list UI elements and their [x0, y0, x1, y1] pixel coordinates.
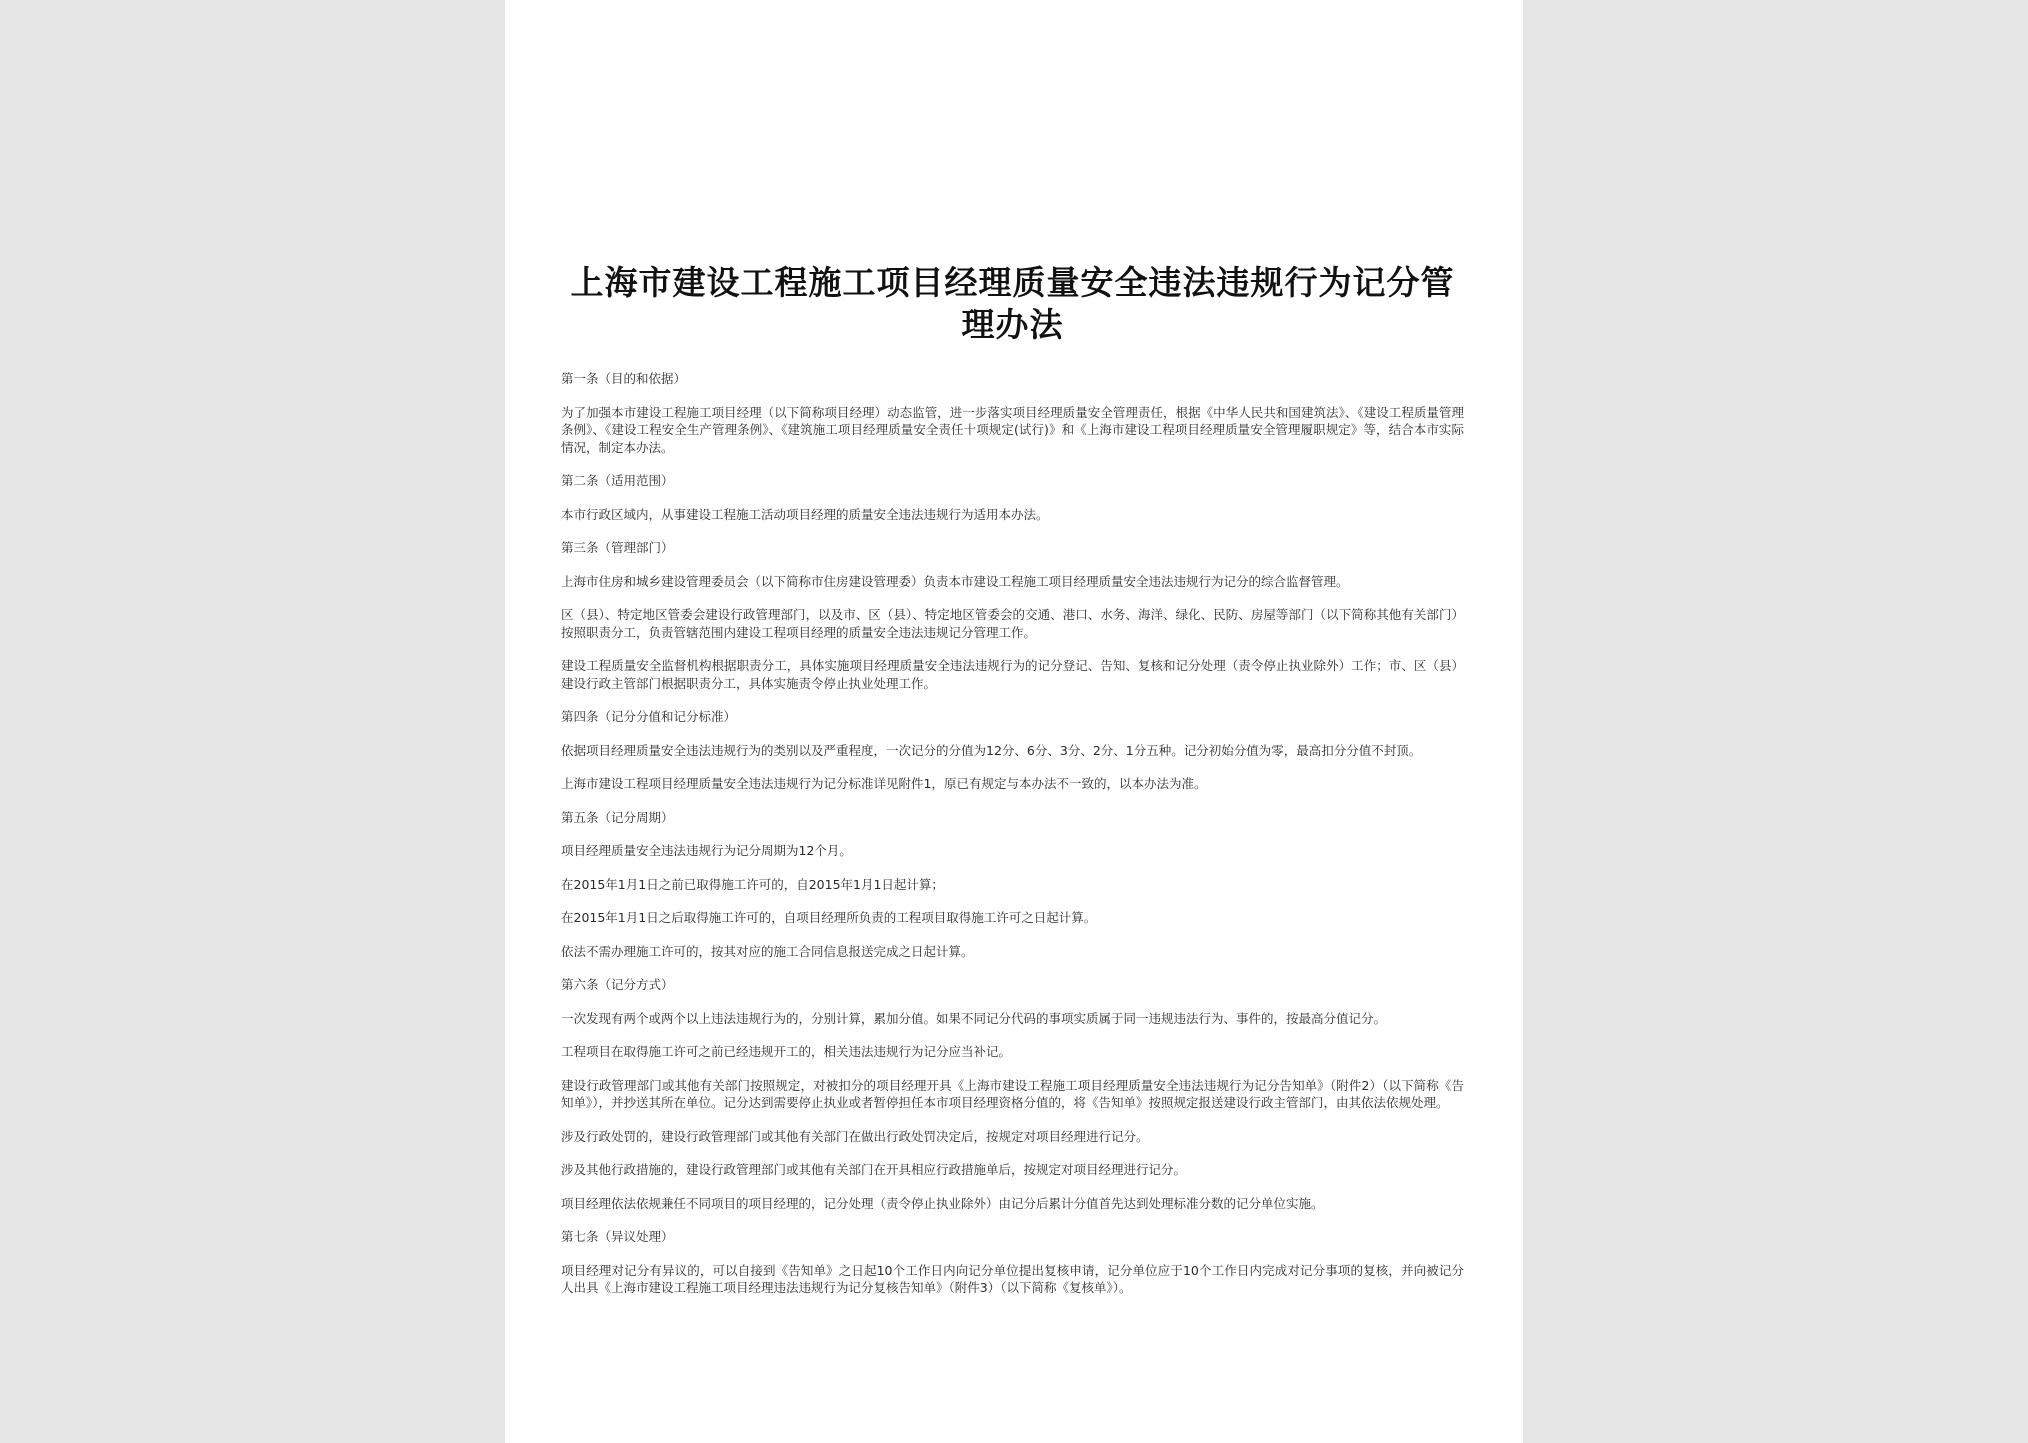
paragraph: 在2015年1月1日之前已取得施工许可的，自2015年1月1日起计算； [561, 876, 944, 892]
document-page [505, 0, 1523, 1443]
document-title: 上海市建设工程施工项目经理质量安全违法违规行为记分管理办法 [570, 263, 1455, 344]
article-heading: 第一条（目的和依据） [561, 371, 687, 386]
paragraph: 项目经理质量安全违法违规行为记分周期为12个月。 [561, 843, 852, 858]
paragraph: 工程项目在取得施工许可之前已经违规开工的，相关违法违规行为记分应当补记。 [561, 1044, 1012, 1059]
article-heading: 第三条（管理部门） [561, 540, 674, 555]
paragraph: 一次发现有两个或两个以上违法违规行为的，分别计算，累加分值。如果不同记分代码的事项实质属于同一违规违法行为、事件的，按最高分值记分。 [561, 1010, 1387, 1026]
paragraph: 涉及其他行政措施的，建设行政管理部门或其他有关部门在开具相应行政措施单后，按规定对项目经理进行记分。 [561, 1162, 1187, 1177]
paragraph: 涉及行政处罚的，建设行政管理部门或其他有关部门在做出行政处罚决定后，按规定对项目经理进行记分。 [561, 1128, 1149, 1144]
paragraph: 区（县）、特定地区管委会建设行政管理部门，以及市、区（县）、特定地区管委会的交通、港口、水务、海洋、绿化、民防、房屋等部门（以下简称其他有关部门）按照职责分工，负责管辖范围内建设工程项目经理的质量安全违法违规记分管理工作。 [561, 607, 1464, 640]
paragraph: 为了加强本市建设工程施工项目经理（以下简称项目经理）动态监管，进一步落实项目经理质量安全管理责任，根据《中华人民共和国建筑法》、《建设工程质量管理条例》、《建设工程安全生产管理条例》、《建筑施工项目经理质量安全责任十项规定(试行)》和《上海市建设工程项目经理质量安全管理履职规定》等，结合本市实际情况，制定本办法。 [561, 404, 1464, 455]
paragraph: 依法不需办理施工许可的，按其对应的施工合同信息报送完成之日起计算。 [561, 943, 974, 959]
article-heading: 第二条（适用范围） [561, 473, 674, 488]
paragraph: 本市行政区域内，从事建设工程施工活动项目经理的质量安全违法违规行为适用本办法。 [561, 506, 1049, 522]
paragraph: 上海市建设工程项目经理质量安全违法违规行为记分标准详见附件1，原已有规定与本办法不一致的，以本办法为准。 [561, 776, 1207, 791]
paragraph: 建设工程质量安全监督机构根据职责分工，具体实施项目经理质量安全违法违规行为的记分登记、告知、复核和记分处理（责令停止执业除外）工作；市、区（县）建设行政主管部门根据职责分工，具体实施责令停止执业处理工作。 [561, 658, 1464, 691]
paragraph: 上海市住房和城乡建设管理委员会（以下简称市住房建设管理委）负责本市建设工程施工项目经理质量安全违法违规行为记分的综合监督管理。 [561, 573, 1349, 589]
paragraph: 项目经理依法依规兼任不同项目的项目经理的，记分处理（责令停止执业除外）由记分后累计分值首先达到处理标准分数的记分单位实施。 [561, 1195, 1324, 1211]
document-body [561, 370, 1464, 1297]
article-heading: 第七条（异议处理） [561, 1229, 674, 1244]
paragraph: 依据项目经理质量安全违法违规行为的类别以及严重程度，一次记分的分值为12分、6分、3分、2分、1分五种。记分初始分值为零，最高扣分分值不封顶。 [561, 742, 1422, 758]
paragraph: 建设行政管理部门或其他有关部门按照规定，对被扣分的项目经理开具《上海市建设工程施工项目经理质量安全违法违规行为记分告知单》（附件2）（以下简称《告知单》），并抄送其所在单位。记分达到需要停止执业或者暂停担任本市项目经理资格分值的，将《告知单》按照规定报送建设行政主管部门，由其依法依规处理。 [561, 1077, 1464, 1110]
article-heading: 第五条（记分周期） [561, 809, 674, 825]
article-heading: 第四条（记分分值和记分标准） [561, 709, 737, 724]
article-heading: 第六条（记分方式） [561, 977, 674, 992]
paragraph: 项目经理对记分有异议的，可以自接到《告知单》之日起10个工作日内向记分单位提出复核申请，记分单位应于10个工作日内完成对记分事项的复核，并向被记分人出具《上海市建设工程施工项目经理违法违规行为记分复核告知单》（附件3）（以下简称《复核单》）。 [561, 1262, 1464, 1295]
paragraph: 在2015年1月1日之后取得施工许可的，自项目经理所负责的工程项目取得施工许可之日起计算。 [561, 910, 1097, 925]
